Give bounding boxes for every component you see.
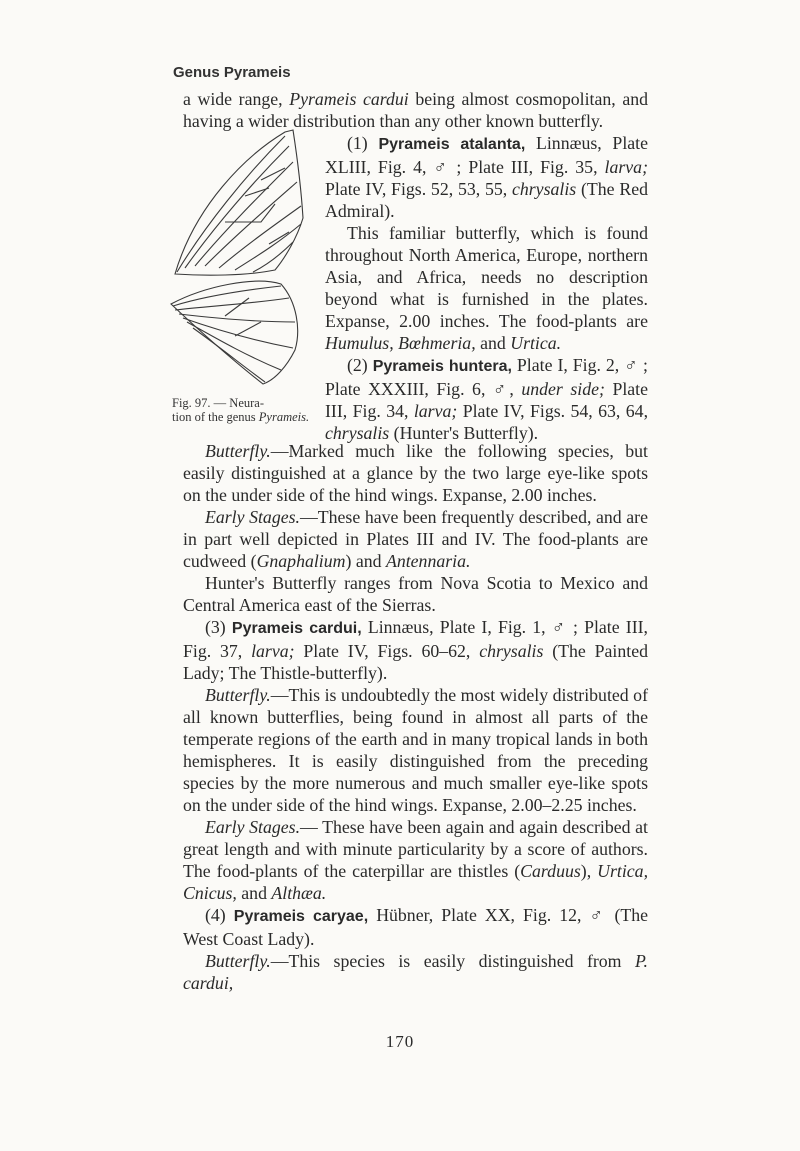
species-2-heading: (2) Pyrameis huntera, Plate I, Fig. 2, ♂ ; Plate XXXIII, Fig. 6, ♂, under side; Plate III, Fig. 34, larva; Plate IV, Figs. 54, 63, 64, chrysalis (Hunter's Butterfly).: [325, 355, 649, 443]
species-4-heading: (4) Pyrameis caryae, Hübner, Plate XX, Fig. 12, ♂ (The West Coast Lady).: [183, 905, 649, 949]
page-number: 170: [385, 1032, 415, 1051]
side-column: [325, 132, 648, 444]
main-column: [183, 440, 648, 994]
species-2-range: Hunter's Butterfly ranges from Nova Scotia to Mexico and Central America east of the Sierras.: [183, 573, 648, 615]
species-3-early-stages: Early Stages.— These have been again and again described at great length and with minute particularity by a score of authors. The food-plants of the caterpillar are thistles (Carduus), Urtica, Cnicus, and Althæa.: [183, 817, 649, 903]
species-4-butterfly: Butterfly.—This species is easily distinguished from P. cardui,: [183, 951, 648, 993]
species-3-heading: (3) Pyrameis cardui, Linnæus, Plate I, Fig. 1, ♂ ; Plate III, Fig. 37, larva; Plate IV, Figs. 60–62, chrysalis (The Painted Lady; The Thistle-butterfly).: [183, 617, 649, 683]
species-1-body: This familiar butterfly, which is found throughout North America, Europe, northern Asia, and Africa, needs no description beyond what is furnished in the plates. Expanse, 2.00 inches. The food-plants are Humulus, Bœhmeria, and Urtica.: [325, 223, 648, 353]
species-1-heading: (1) Pyrameis atalanta, Linnæus, Plate XLIII, Fig. 4, ♂ ; Plate III, Fig. 35, larva; Plate IV, Figs. 52, 53, 55, chrysalis (The Red Admiral).: [325, 133, 648, 221]
running-head: Genus Pyrameis: [173, 64, 291, 81]
figure-caption: Fig. 97. — Neura- tion of the genus Pyrameis.: [172, 396, 310, 424]
species-3-butterfly: Butterfly.—This is undoubtedly the most widely distributed of all known butterflies, being found in almost all parts of the temperate regions of the earth and in many tropical lands in both hemispheres. It is easily distinguished from the preceding species by the more numerous and much smaller eye-like spots on the under side of the hind wings. Expanse, 2.00–2.25 inches.: [183, 685, 648, 815]
species-2-early-stages: Early Stages.—These have been frequently described, and are in part well depicted in Plates III and IV. The food-plants are cudweed (Gnaphalium) and Antennaria.: [183, 507, 648, 571]
species-2-butterfly: Butterfly.—Marked much like the following species, but easily distinguished at a glance by the two large eye-like spots on the under side of the hind wings. Expanse, 2.00 inches.: [183, 441, 648, 505]
wing-venation-figure: [165, 126, 317, 388]
intro-paragraph: a wide range, Pyrameis cardui being almost cosmopolitan, and having a wider distribution than any other known butterfly.: [183, 89, 648, 131]
